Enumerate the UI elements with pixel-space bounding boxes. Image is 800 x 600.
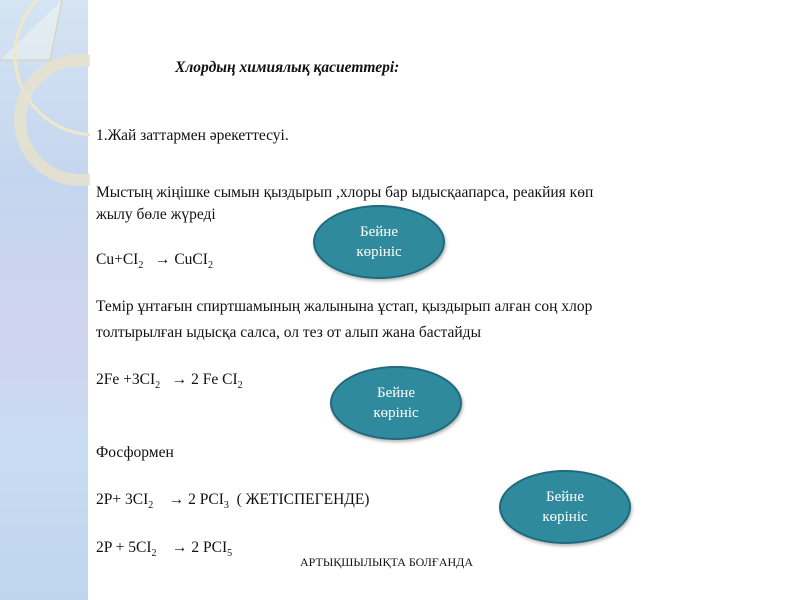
eq-sub: 2 — [207, 260, 213, 271]
button-label-line1: Бейне — [377, 385, 415, 401]
eq-left: Cu+CI — [96, 251, 139, 268]
button-label-line2: көрініс — [356, 244, 402, 260]
button-label-line1: Бейне — [546, 489, 584, 505]
button-label-line1: Бейне — [360, 224, 398, 240]
eq-sub: 2 — [148, 500, 154, 511]
eq-sub: 2 — [237, 380, 243, 391]
eq-right: → 2 PCI — [168, 491, 224, 508]
eq-sub: 2 — [138, 260, 144, 271]
button-label-line2: көрініс — [542, 509, 588, 525]
phosphorus-equation-5 — [96, 537, 232, 565]
iron-text-line2: толтырылған ыдысқа салса, ол тез от алып жана бастайды — [96, 324, 481, 341]
button-label-line2: көрініс — [373, 405, 419, 421]
eq-left: 2P + 5CI — [96, 539, 152, 556]
eq-sub: 2 — [151, 548, 157, 559]
copper-text-line1: Мыстың жіңішке сымын қыздырып ,хлоры бар ыдысқаапарса, реакйия көп — [96, 184, 594, 201]
eq-right: → CuCI — [154, 251, 208, 268]
video-button-copper[interactable] — [313, 205, 445, 279]
iron-text-line1: Темір ұнтағын спиртшамының жалынына ұстап, қыздырып алған соң хлор — [96, 298, 593, 315]
slide-title: Хлордың химиялық қасиеттері: — [175, 59, 400, 76]
eq-sub: 2 — [155, 380, 161, 391]
video-button-iron[interactable] — [330, 366, 462, 440]
copper-text-line2: жылу бөле жүреді — [96, 206, 216, 223]
decorative-rings-icon — [0, 0, 90, 200]
eq-right: → 2 PCI — [172, 539, 228, 556]
phosphorus-heading: Фосформен — [96, 444, 174, 461]
eq-left: 2Fe +3CI — [96, 371, 156, 388]
decorative-side-panel — [0, 0, 88, 600]
eq-left: 2P+ 3CI — [96, 491, 149, 508]
iron-equation — [96, 369, 243, 397]
eq-right: → 2 Fe CI — [171, 371, 238, 388]
phosphorus-equation-3 — [96, 489, 369, 517]
section-heading: 1.Жай заттармен әрекеттесуі. — [96, 127, 289, 144]
eq-sub: 5 — [227, 548, 233, 559]
eq-note: ( ЖЕТІСПЕГЕНДЕ) — [236, 491, 370, 508]
copper-equation — [96, 249, 213, 277]
eq-sub: 3 — [223, 500, 229, 511]
video-button-phosphorus[interactable] — [499, 470, 631, 544]
excess-note: АРТЫҚШЫЛЫҚТА БОЛҒАНДА — [300, 555, 473, 569]
